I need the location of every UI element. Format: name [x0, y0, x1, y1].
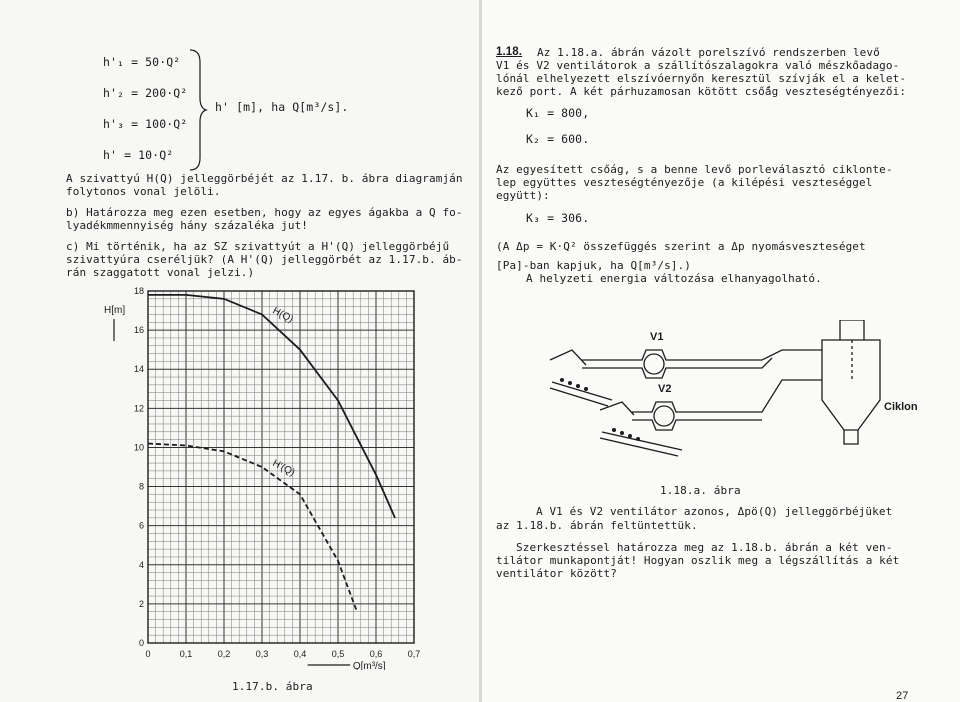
- problem-text-line: A helyzeti energia változása elhanyagolható.: [526, 272, 822, 285]
- x-tick-label: 0,4: [293, 649, 307, 659]
- x-tick-label: 0,5: [331, 649, 345, 659]
- hood-upper-icon: [550, 350, 586, 365]
- curly-brace-icon: [188, 48, 208, 172]
- y-tick-label: 10: [133, 442, 144, 453]
- problem-text-line: lep együttes veszteségtényezője (a kilépési veszteséggel: [496, 176, 873, 189]
- equation-h: h' = 10·Q²: [103, 148, 174, 162]
- x-tick-label: 0,3: [255, 649, 269, 659]
- problem-text-line: lónál elhelyezett elszívóernyőn keresztül szívják el a kelet-: [496, 72, 907, 85]
- x-axis-label: Q[m³/s]: [352, 661, 386, 670]
- summary-text-line: A V1 és V2 ventilátor azonos, Δpö(Q) jelleggörbéjüket: [536, 505, 893, 518]
- y-tick-label: 0: [138, 638, 144, 648]
- coefficient-k2: K₂ = 600.: [526, 132, 590, 146]
- problem-text-line: együtt):: [496, 189, 550, 202]
- dust-extraction-schematic: [522, 320, 922, 460]
- y-tick-label: 14: [133, 364, 144, 375]
- problem-number: 1.18.: [496, 46, 523, 58]
- fan-v1-icon: [644, 354, 664, 374]
- y-tick-label: 6: [138, 520, 144, 531]
- summary-text-line: ventilátor között?: [496, 567, 618, 580]
- problem-text-line: kező port. A két párhuzamosan kötött cső̋ág veszteségtényezői:: [496, 85, 907, 98]
- equation-h3: h'₃ = 100·Q²: [103, 117, 188, 131]
- units-text: h' [m], ha Q[m³/s].: [215, 100, 349, 114]
- paragraph-line: folytonos vonal jelöli.: [66, 185, 221, 198]
- series-label: H'(Q): [270, 457, 297, 479]
- x-tick-label: 0,1: [179, 649, 193, 659]
- equation-h2: h'₂ = 200·Q²: [103, 86, 188, 100]
- equation-h1: h'₁ = 50·Q²: [103, 55, 181, 69]
- y-tick-label: 4: [138, 559, 144, 570]
- head-curve-chart: [100, 280, 450, 670]
- fan-v2-icon: [654, 406, 674, 426]
- y-tick-label: 18: [133, 286, 144, 296]
- label-v1: V1: [650, 331, 664, 343]
- series-line-h-prime: [148, 444, 357, 612]
- problem-text-line: (A Δp = K·Q² összefüggés szerint a Δp nyomásveszteséget: [496, 240, 866, 253]
- right-page: [482, 0, 960, 702]
- x-tick-label: 0,7: [407, 649, 421, 659]
- label-v2: V2: [658, 383, 672, 395]
- summary-text-line: az 1.18.b. ábrán feltüntettük.: [496, 519, 698, 532]
- summary-text-line: tilátor munkapontját! Hogyan oszlik meg a légszállítás a két: [496, 554, 900, 567]
- question-b-line: lyadékmmennyiség hány százaléka jut!: [66, 219, 309, 232]
- y-tick-label: 12: [133, 403, 144, 414]
- problem-text-line: Az egyesített csőág, s a benne levő porleválasztó ciklonte-: [496, 163, 893, 176]
- y-tick-label: 16: [133, 325, 144, 336]
- label-ciklon: Ciklon: [884, 401, 918, 413]
- question-c-line: rán szaggatott vonal jelzi.): [66, 266, 255, 279]
- x-tick-label: 0,2: [217, 649, 231, 659]
- summary-text-line: Szerkesztéssel határozza meg az 1.18.b. ábrán a két ven-: [516, 541, 893, 554]
- coefficient-k3: K₃ = 306.: [526, 211, 590, 225]
- question-c-line: c) Mi történik, ha az SZ szivattyút a H'(Q) jelleggörbéjű: [66, 240, 450, 253]
- figure-caption: 1.17.b. ábra: [232, 680, 313, 693]
- problem-text-line: [Pa]-ban kapjuk, ha Q[m³/s].): [496, 259, 691, 272]
- y-tick-label: 2: [138, 598, 144, 609]
- paragraph-line: A szivattyú H(Q) jelleggörbéjét az 1.17. b. ábra diagramján: [66, 172, 463, 185]
- coefficient-k1: K₁ = 800,: [526, 106, 590, 120]
- problem-text-line: Az 1.18.a. ábrán vázolt porelszívó rendszerben levő: [537, 46, 880, 59]
- cyclone-icon: [822, 340, 880, 430]
- question-b-line: b) Határozza meg ezen esetben, hogy az egyes ágakba a Q fo-: [66, 206, 463, 219]
- x-tick-label: 0: [145, 649, 151, 659]
- figure-caption: 1.18.a. ábra: [660, 484, 741, 497]
- problem-text-line: V1 és V2 ventilátorok a szállítószalagokra való mészkőadago-: [496, 59, 900, 72]
- y-tick-label: 8: [138, 481, 144, 492]
- question-c-line: szivattyúra cseréljük? (A H'(Q) jelleggörbét az 1.17.b. áb-: [66, 253, 463, 266]
- x-tick-label: 0,6: [369, 649, 383, 659]
- series-line-h: [148, 295, 395, 518]
- y-axis-label: H[m]: [104, 305, 126, 316]
- page-number: 27: [896, 690, 909, 702]
- series-label: H(Q): [270, 305, 295, 326]
